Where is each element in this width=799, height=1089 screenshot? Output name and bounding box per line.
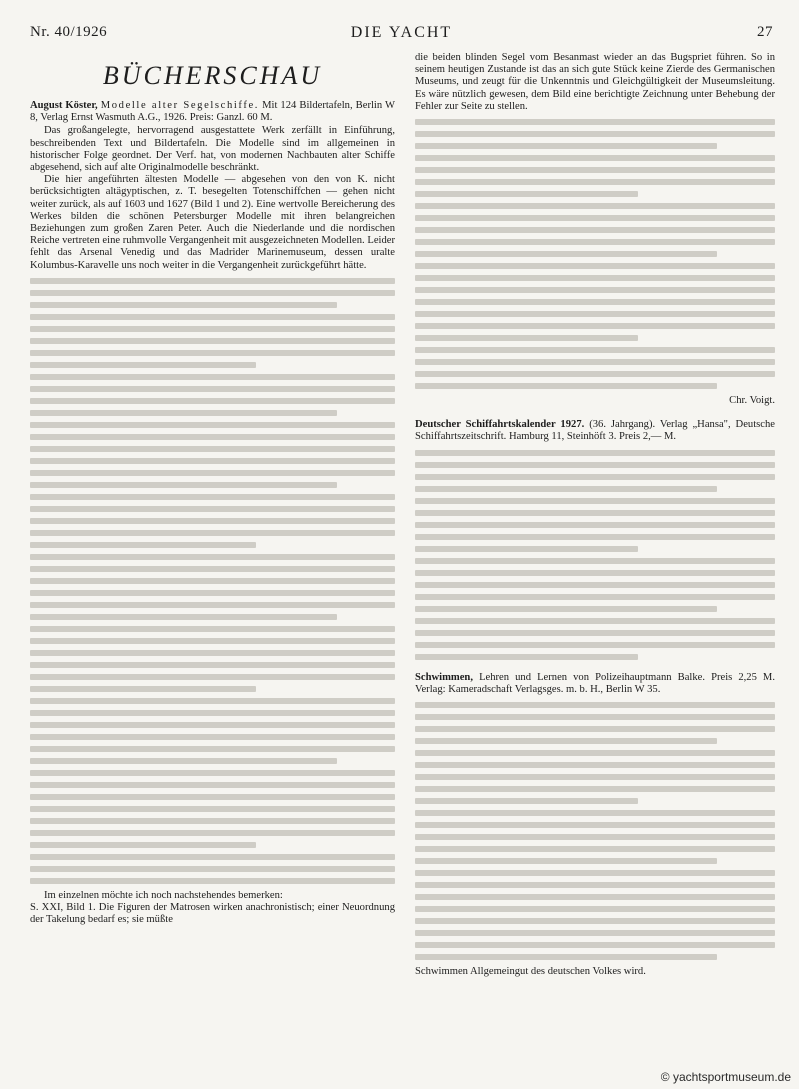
section-title: BÜCHERSCHAU bbox=[102, 62, 323, 90]
right-column bbox=[415, 52, 775, 1052]
review-book-title: Deutscher Schiffahrtskalender 1927. bbox=[415, 419, 585, 431]
review-signature: Chr. Voigt. bbox=[729, 395, 775, 407]
issue-number: Nr. 40/1926 bbox=[30, 24, 108, 40]
review-calendar bbox=[415, 419, 775, 659]
review-paragraph: Schwimmen Allgemeingut des deutschen Volkes wird. bbox=[415, 966, 646, 978]
review-book-details: Lehren und Lernen von Polizeihauptmann Balke. Preis 2,25 M. Verlag: Kameradschaft Verlagsges. m. b. H., Berlin W 35. bbox=[415, 671, 775, 695]
text-placeholder bbox=[415, 702, 775, 960]
text-placeholder bbox=[415, 119, 775, 389]
text-placeholder bbox=[415, 450, 775, 660]
review-swimming bbox=[415, 672, 775, 979]
review-paragraph: Die hier angeführten ältesten Modelle — abgesehen von den von K. nicht berücksichtigten altägyptischen, z. T. besegelten Totenschiffchen — gehen nicht weiter zurück, als auf 1603 und 1627 (Bild 1 und 2). Eine wertvolle Bereicherung des Werkes bilden die schönen Petersburger Modelle mit ihren belangreichen Beziehungen zum großen Zaren Peter. Auch die Niederlande und die nordischen Reiche vertreten eine ruhmvolle Vergangenheit mit ausgezeichneten Modellen. Leider fehlt das Arsenal Venedig und das Madrider Marinemuseum, dessen uralte Kolumbus-Karavelle uns noch weiter in die Vergangenheit zurückgeführt hätte. bbox=[30, 174, 395, 271]
watermark: © yachtsportmuseum.de bbox=[660, 1070, 791, 1084]
review-heading bbox=[415, 419, 775, 443]
left-column bbox=[30, 62, 395, 1072]
review-paragraph: Das großangelegte, hervorragend ausgestattete Werk zerfällt in Einführung, beschreibenden Text und Bildertafeln. Die Modelle sind im allgemeinen in historischer Folge geordnet. Der Verf. hat, von modernen Nachbauten alter Schiffe abgesehend, sich auf alte Originalmodelle beschränkt. bbox=[30, 125, 395, 174]
page-number: 27 bbox=[757, 24, 773, 40]
text-placeholder bbox=[30, 278, 395, 884]
review-book-details: Mit 124 Bildertafeln, Berlin W 8, Verlag Ernst Wasmuth A.G., 1926. Preis: Ganzl. 60 M. bbox=[30, 100, 395, 124]
masthead bbox=[30, 24, 773, 44]
review-book-title: Schwimmen, bbox=[415, 671, 473, 683]
review-paragraph: Im einzelnen möchte ich noch nachstehendes bemerken: bbox=[44, 889, 283, 901]
review-book-details: (36. Jahrgang). Verlag „Hansa", Deutsche Schiffahrtszeitschrift. Hamburg 11, Steinhöft 3. Preis 2,— M. bbox=[415, 419, 775, 443]
review-paragraph: S. XXI, Bild 1. Die Figuren der Matrosen wirken anachronistisch; einer Neuordnung der Takelung bedarf es; sie müßte bbox=[30, 902, 395, 926]
review-heading bbox=[415, 672, 775, 696]
review-book-title: Modelle alter Segelschiffe. bbox=[100, 100, 260, 111]
review-heading bbox=[30, 100, 395, 124]
review-paragraph: die beiden blinden Segel vom Besanmast wieder an das Bugspriet führen. So in seinem heutigen Zustande ist das an sich gute Stück keine Zierde des Germanischen Museums, und zeugt für die Unkenntnis und Gleichgültigkeit der Museumsleitung. Es wäre nützlich gewesen, dem Bild eine berichtigte Zeichnung unter Behebung der Fehler zur Seite zu stellen. bbox=[415, 52, 775, 112]
journal-title: DIE YACHT bbox=[350, 24, 453, 41]
review-author: August Köster, bbox=[30, 100, 98, 111]
